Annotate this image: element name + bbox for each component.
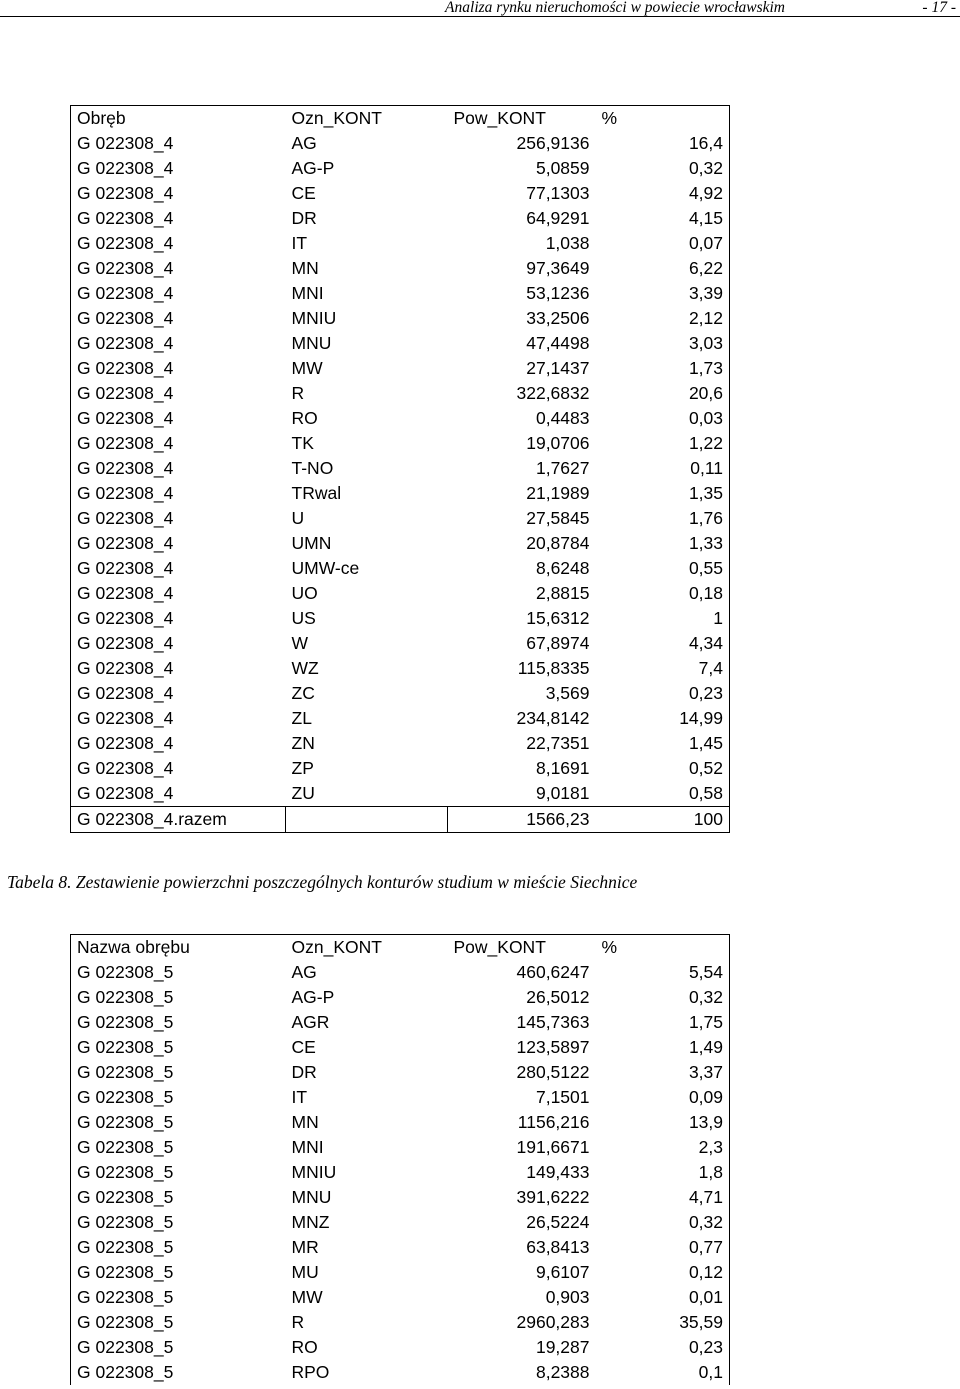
table-row [71,1285,730,1310]
column-header-ozn-kont: Ozn_KONT [286,106,448,132]
cell-pow-kont: 15,6312 [526,608,590,628]
cell-percent: 0,23 [596,1335,730,1360]
table-row [71,431,730,456]
cell-ozn-kont: MN [291,1112,319,1132]
cell-ozn-kont: MNIU [291,1162,337,1182]
cell-percent: 1,73 [596,356,730,381]
cell-ozn-kont: CE [291,183,316,203]
cell-obreb: G 022308_4 [71,481,286,506]
cell-percent: 4,15 [596,206,730,231]
cell-ozn-kont: AG [291,133,317,153]
cell-percent: 0,55 [596,556,730,581]
cell-pow-kont: 20,8784 [526,533,590,553]
cell-percent: 0,52 [596,756,730,781]
cell-pow-kont: 21,1989 [526,483,590,503]
cell-ozn-kont: UMN [291,533,332,553]
cell-pow-kont: 97,3649 [526,258,590,278]
cell-obreb: G 022308_4 [71,131,286,156]
table-row [71,331,730,356]
table-row [71,1235,730,1260]
cell-percent: 1,75 [596,1010,730,1035]
cell-ozn-kont: U [291,508,305,528]
cell-pow-kont: 460,6247 [516,962,590,982]
cell-percent: 1,76 [596,506,730,531]
cell-pow-kont: 1156,216 [517,1112,590,1132]
cell-percent: 100 [596,807,730,833]
cell-ozn-kont: DR [291,208,317,228]
cell-pow-kont: 0,903 [545,1287,590,1307]
table-body [71,131,730,833]
table-row [71,206,730,231]
cell-ozn-kont: RO [291,1337,318,1357]
cell-pow-kont: 22,7351 [526,733,590,753]
cell-ozn-kont: MNI [291,283,324,303]
cell-pow-kont: 123,5897 [516,1037,590,1057]
cell-ozn-kont: W [291,633,309,653]
cell-obreb: G 022308_5 [71,1085,286,1110]
table-row [71,1335,730,1360]
table-row [71,1135,730,1160]
cell-obreb: G 022308_4 [71,306,286,331]
cell-percent: 0,77 [596,1235,730,1260]
table-row [71,606,730,631]
cell-obreb: G 022308_4 [71,606,286,631]
cell-pow-kont: 26,5012 [526,987,590,1007]
cell-percent: 0,23 [596,681,730,706]
table-row [71,456,730,481]
page-header [0,0,960,16]
cell-obreb: G 022308_4 [71,756,286,781]
table-row [71,756,730,781]
cell-pow-kont: 256,9136 [516,133,590,153]
table-row [71,1035,730,1060]
cell-pow-kont: 47,4498 [526,333,590,353]
table-total-row [71,807,730,833]
cell-percent: 0,03 [596,406,730,431]
cell-ozn-kont: T-NO [291,458,334,478]
table-row [71,131,730,156]
table-row [71,1210,730,1235]
cell-obreb: G 022308_4 [71,256,286,281]
table-obreb-5 [70,934,730,1385]
cell-ozn-kont: MNZ [291,1212,330,1232]
cell-pow-kont: 33,2506 [526,308,590,328]
cell-pow-kont: 19,0706 [526,433,590,453]
cell-obreb: G 022308_4 [71,156,286,181]
table-row [71,156,730,181]
table-body [71,960,730,1385]
cell-percent: 16,4 [596,131,730,156]
table-row [71,985,730,1010]
table-row [71,306,730,331]
table-row [71,256,730,281]
cell-ozn-kont: MN [291,258,319,278]
cell-ozn-kont: MNU [291,1187,332,1207]
cell-ozn-kont: ZP [291,758,314,778]
table-row [71,481,730,506]
cell-percent: 1,33 [596,531,730,556]
table-obreb-4 [70,105,730,833]
cell-percent: 0,58 [596,781,730,807]
cell-percent: 0,18 [596,581,730,606]
table-row [71,1160,730,1185]
cell-pow-kont: 9,6107 [535,1262,590,1282]
cell-ozn-kont: DR [291,1062,317,1082]
column-header-ozn-kont: Ozn_KONT [286,935,448,961]
cell-ozn-kont: AG [291,962,317,982]
cell-percent: 14,99 [596,706,730,731]
table-row [71,281,730,306]
cell-ozn-kont: TK [291,433,314,453]
column-header-pow-kont: Pow_KONT [448,935,596,961]
cell-obreb: G 022308_4 [71,406,286,431]
cell-percent: 3,39 [596,281,730,306]
cell-obreb: G 022308_4 [71,181,286,206]
cell-obreb: G 022308_4 [71,556,286,581]
cell-obreb: G 022308_4 [71,706,286,731]
cell-ozn-kont: AGR [291,1012,330,1032]
cell-ozn-kont: TRwal [291,483,342,503]
table-row [71,1310,730,1335]
cell-obreb: G 022308_4 [71,356,286,381]
cell-ozn-kont: US [291,608,316,628]
cell-ozn-kont: R [291,383,305,403]
cell-pow-kont: 1,038 [545,233,590,253]
cell-obreb: G 022308_5 [71,1060,286,1085]
cell-ozn-kont: WZ [291,658,319,678]
cell-pow-kont: 26,5224 [526,1212,590,1232]
cell-obreb: G 022308_5 [71,1260,286,1285]
cell-ozn-kont: MNIU [291,308,337,328]
table-row [71,781,730,807]
table-caption: Tabela 8. Zestawienie powierzchni poszczególnych konturów studium w mieście Siechnice [7,872,638,892]
cell-percent: 20,6 [596,381,730,406]
cell-obreb: G 022308_4 [71,531,286,556]
page-number: - 17 - [922,0,956,16]
column-header-nazwa-obrebu: Nazwa obrębu [71,935,286,961]
table-row [71,356,730,381]
cell-ozn-kont: RPO [291,1362,330,1382]
table-row [71,531,730,556]
cell-percent: 3,37 [596,1060,730,1085]
cell-ozn-kont: ZC [291,683,315,703]
cell-obreb: G 022308_4.razem [71,807,286,833]
cell-percent: 35,59 [596,1310,730,1335]
cell-obreb: G 022308_4 [71,581,286,606]
cell-obreb: G 022308_4 [71,431,286,456]
cell-obreb: G 022308_5 [71,1285,286,1310]
cell-ozn-kont: UO [291,583,318,603]
cell-pow-kont: 3,569 [545,683,590,703]
table-row [71,1010,730,1035]
table-row [71,1185,730,1210]
cell-pow-kont: 280,5122 [516,1062,590,1082]
cell-ozn-kont: MR [291,1237,319,1257]
cell-percent: 1,8 [596,1160,730,1185]
cell-ozn-kont: IT [291,233,308,253]
table-row [71,381,730,406]
cell-obreb: G 022308_4 [71,681,286,706]
cell-percent: 5,54 [596,960,730,985]
cell-pow-kont: 234,8142 [516,708,590,728]
cell-pow-kont: 1566,23 [448,807,596,833]
column-header-percent: % [596,106,730,132]
cell-percent: 13,9 [596,1110,730,1135]
cell-obreb: G 022308_5 [71,985,286,1010]
cell-ozn-kont: ZN [291,733,315,753]
cell-obreb: G 022308_4 [71,731,286,756]
cell-ozn-kont: IT [291,1087,308,1107]
cell-pow-kont: 8,1691 [535,758,590,778]
cell-ozn-kont: AG-P [291,158,335,178]
cell-percent: 0,32 [596,1210,730,1235]
cell-obreb: G 022308_5 [71,1235,286,1260]
cell-obreb: G 022308_4 [71,331,286,356]
cell-pow-kont: 322,6832 [516,383,590,403]
cell-percent: 4,34 [596,631,730,656]
cell-obreb: G 022308_4 [71,781,286,807]
table-row [71,581,730,606]
cell-pow-kont: 0,4483 [535,408,590,428]
cell-percent: 1,49 [596,1035,730,1060]
cell-ozn-kont: MW [291,1287,323,1307]
cell-ozn-kont: UMW-ce [291,558,360,578]
table-row [71,731,730,756]
column-header-percent: % [596,935,730,961]
cell-obreb: G 022308_4 [71,456,286,481]
cell-ozn-kont: ZU [291,783,315,803]
table-row [71,406,730,431]
cell-pow-kont: 5,0859 [535,158,590,178]
cell-obreb: G 022308_4 [71,506,286,531]
table-row [71,1260,730,1285]
table-row [71,631,730,656]
table-row [71,656,730,681]
cell-ozn-kont: MNU [291,333,332,353]
cell-percent: 2,3 [596,1135,730,1160]
cell-pow-kont: 8,6248 [535,558,590,578]
cell-pow-kont: 67,8974 [526,633,590,653]
cell-pow-kont: 53,1236 [526,283,590,303]
cell-obreb: G 022308_4 [71,381,286,406]
cell-pow-kont: 63,8413 [526,1237,590,1257]
cell-ozn-kont: RO [291,408,318,428]
cell-obreb: G 022308_4 [71,281,286,306]
cell-obreb: G 022308_5 [71,1360,286,1385]
cell-pow-kont: 1,7627 [535,458,590,478]
cell-obreb: G 022308_4 [71,231,286,256]
table-header-row [71,106,730,132]
table-header-row [71,935,730,961]
cell-percent: 0,01 [596,1285,730,1310]
cell-percent: 6,22 [596,256,730,281]
cell-percent: 1,22 [596,431,730,456]
cell-pow-kont: 115,8335 [517,658,590,678]
cell-percent: 0,1 [596,1360,730,1385]
cell-percent: 1,35 [596,481,730,506]
cell-pow-kont: 64,9291 [526,208,590,228]
cell-ozn-kont: CE [291,1037,316,1057]
cell-percent: 4,92 [596,181,730,206]
cell-pow-kont: 77,1303 [526,183,590,203]
cell-ozn-kont: MW [291,358,323,378]
cell-percent: 4,71 [596,1185,730,1210]
cell-ozn-kont: MNI [291,1137,324,1157]
cell-obreb: G 022308_5 [71,960,286,985]
cell-percent: 0,07 [596,231,730,256]
table-row [71,1060,730,1085]
cell-percent: 0,12 [596,1260,730,1285]
cell-pow-kont: 7,1501 [535,1087,590,1107]
cell-obreb: G 022308_5 [71,1310,286,1335]
table-row [71,231,730,256]
header-rule [0,16,960,17]
cell-obreb: G 022308_5 [71,1135,286,1160]
cell-ozn-kont: MU [291,1262,319,1282]
column-header-pow-kont: Pow_KONT [448,106,596,132]
cell-pow-kont: 145,7363 [516,1012,590,1032]
table-row [71,681,730,706]
cell-pow-kont: 9,0181 [535,783,590,803]
cell-pow-kont: 19,287 [535,1337,590,1357]
cell-pow-kont: 191,6671 [516,1137,590,1157]
table-row [71,1110,730,1135]
cell-obreb: G 022308_5 [71,1160,286,1185]
cell-obreb: G 022308_5 [71,1335,286,1360]
cell-pow-kont: 149,433 [526,1162,590,1182]
table-row [71,556,730,581]
table-row [71,706,730,731]
cell-obreb: G 022308_5 [71,1035,286,1060]
cell-percent: 2,12 [596,306,730,331]
table-row [71,960,730,985]
table-row [71,506,730,531]
cell-obreb: G 022308_4 [71,656,286,681]
cell-obreb: G 022308_4 [71,631,286,656]
cell-percent: 1,45 [596,731,730,756]
cell-pow-kont: 391,6222 [516,1187,590,1207]
cell-percent: 0,32 [596,156,730,181]
header-title: Analiza rynku nieruchomości w powiecie wrocławskim [445,0,785,16]
cell-percent: 3,03 [596,331,730,356]
cell-percent: 1 [596,606,730,631]
table-row [71,181,730,206]
cell-obreb: G 022308_5 [71,1110,286,1135]
cell-percent: 0,11 [596,456,730,481]
cell-obreb: G 022308_5 [71,1210,286,1235]
cell-ozn-kont: R [291,1312,305,1332]
cell-ozn-kont: AG-P [291,987,335,1007]
cell-pow-kont: 2960,283 [516,1312,590,1332]
cell-obreb: G 022308_4 [71,206,286,231]
cell-ozn-kont: ZL [291,708,312,728]
table-row [71,1085,730,1110]
cell-percent: 0,09 [596,1085,730,1110]
cell-obreb: G 022308_5 [71,1185,286,1210]
cell-percent: 0,32 [596,985,730,1010]
cell-pow-kont: 2,8815 [535,583,590,603]
cell-pow-kont: 8,2388 [535,1362,590,1382]
cell-obreb: G 022308_5 [71,1010,286,1035]
table-row [71,1360,730,1385]
cell-pow-kont: 27,1437 [526,358,590,378]
cell-pow-kont: 27,5845 [526,508,590,528]
cell-ozn-kont [286,807,448,833]
column-header-obreb: Obręb [71,106,286,132]
cell-percent: 7,4 [596,656,730,681]
